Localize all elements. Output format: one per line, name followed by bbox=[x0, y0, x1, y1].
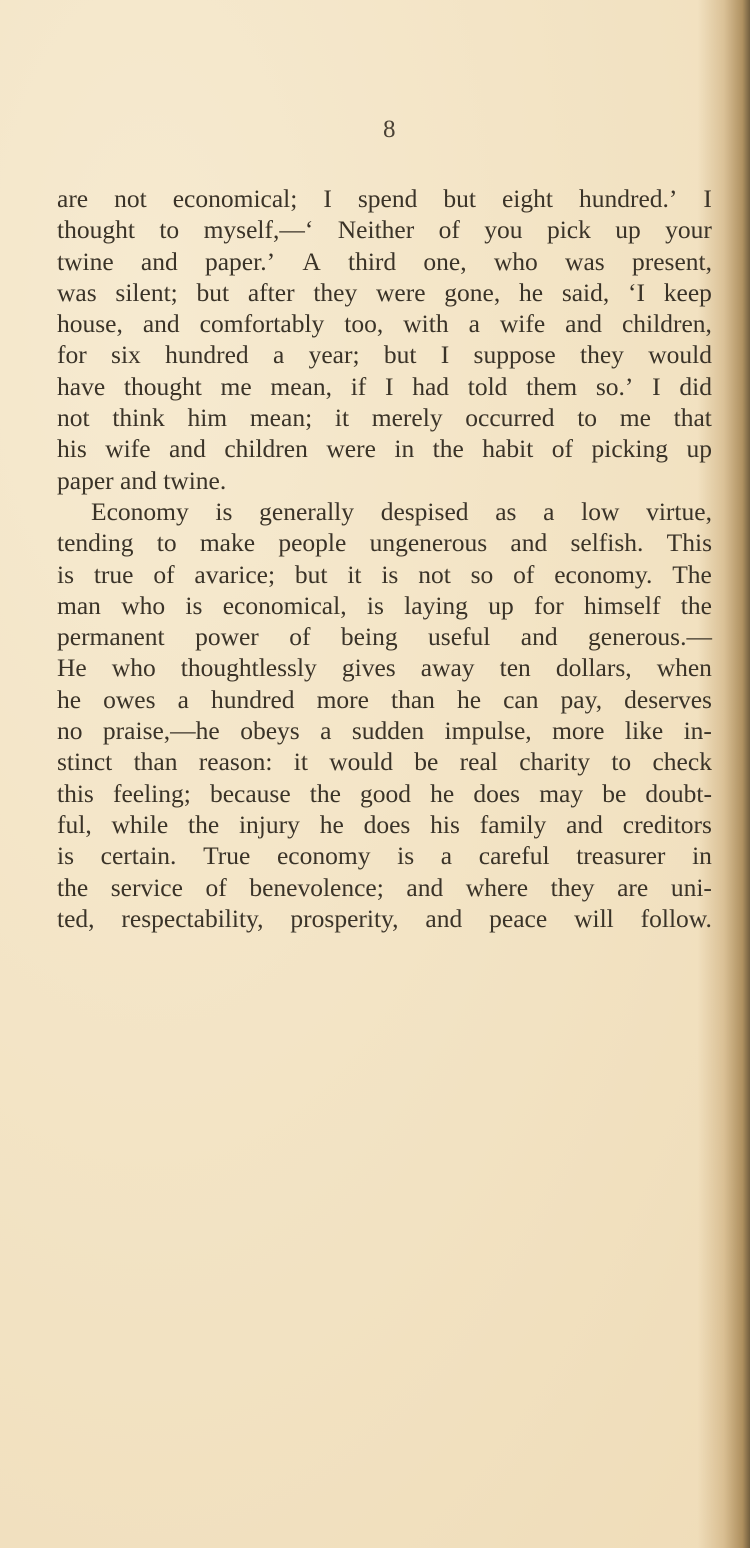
word: tending bbox=[57, 528, 134, 558]
word: than bbox=[133, 747, 178, 777]
text-line bbox=[57, 371, 712, 402]
word: the bbox=[680, 590, 712, 620]
word: me bbox=[220, 371, 252, 401]
word: selfish. bbox=[570, 528, 644, 558]
word: This bbox=[666, 528, 712, 558]
word: prosperity, bbox=[290, 903, 399, 933]
word: may bbox=[539, 778, 584, 808]
word: and bbox=[142, 309, 180, 339]
word: suppose bbox=[473, 340, 556, 370]
word: mean, bbox=[270, 371, 332, 401]
word: mean; bbox=[249, 403, 313, 433]
text-line bbox=[57, 778, 712, 809]
word: me bbox=[619, 403, 651, 433]
word: and bbox=[520, 622, 558, 652]
word: up bbox=[686, 434, 712, 464]
text-line bbox=[57, 339, 712, 370]
word: were bbox=[326, 434, 376, 464]
word: good bbox=[360, 778, 412, 808]
word: because bbox=[209, 778, 291, 808]
word: he bbox=[57, 684, 82, 714]
word: up bbox=[488, 590, 514, 620]
word: of bbox=[513, 559, 535, 589]
word: said, bbox=[561, 277, 610, 307]
word: respectability, bbox=[121, 903, 264, 933]
word: does bbox=[363, 809, 411, 839]
word: injury bbox=[238, 809, 300, 839]
text-line bbox=[57, 684, 712, 715]
text-line bbox=[57, 214, 712, 245]
word: a bbox=[320, 716, 332, 746]
word: a bbox=[543, 496, 555, 526]
word: wife bbox=[105, 434, 151, 464]
word: told bbox=[467, 371, 508, 401]
word: paper.’ bbox=[204, 246, 276, 276]
word: than bbox=[391, 684, 435, 714]
word: is bbox=[57, 559, 75, 589]
word: as bbox=[495, 496, 517, 526]
word: six bbox=[111, 340, 141, 370]
word: Economy bbox=[91, 496, 189, 526]
word: ‘I bbox=[628, 277, 645, 307]
word: and bbox=[140, 246, 178, 276]
word: was bbox=[565, 246, 605, 276]
word: of bbox=[438, 215, 460, 245]
word: of bbox=[153, 559, 175, 589]
word: creditors bbox=[622, 809, 712, 839]
word: and bbox=[425, 903, 463, 933]
word: his bbox=[57, 434, 87, 464]
word: twine bbox=[57, 246, 114, 276]
word: and bbox=[510, 528, 548, 558]
word: can bbox=[503, 684, 539, 714]
text-line bbox=[57, 527, 712, 558]
text-line bbox=[57, 559, 712, 590]
word: economical, bbox=[222, 590, 347, 620]
word: if bbox=[350, 371, 367, 401]
word: wife bbox=[499, 309, 546, 339]
word: away bbox=[420, 653, 475, 683]
word: more bbox=[316, 684, 369, 714]
word: pay, bbox=[560, 684, 603, 714]
text-line bbox=[57, 652, 712, 683]
word: deserves bbox=[624, 684, 712, 714]
word: hundred bbox=[210, 684, 295, 714]
word: A bbox=[302, 246, 321, 276]
word: would bbox=[329, 747, 393, 777]
word: it bbox=[293, 747, 308, 777]
text-line bbox=[57, 590, 712, 621]
word: of bbox=[205, 872, 227, 902]
word: to bbox=[611, 747, 632, 777]
word: thoughtlessly bbox=[180, 653, 317, 683]
word: I bbox=[652, 371, 661, 401]
word: up bbox=[615, 215, 641, 245]
text-line bbox=[57, 246, 712, 277]
word: you bbox=[484, 215, 523, 245]
word: they bbox=[313, 277, 358, 307]
word: himself bbox=[584, 590, 661, 620]
word: despised bbox=[380, 496, 469, 526]
word: economy bbox=[276, 841, 371, 871]
word: to bbox=[577, 403, 598, 433]
word: that bbox=[673, 403, 712, 433]
word: year; bbox=[308, 340, 360, 370]
word: think bbox=[112, 403, 165, 433]
word: virtue, bbox=[646, 496, 712, 526]
word: Neither bbox=[337, 215, 415, 245]
word: charity bbox=[519, 747, 591, 777]
word: after bbox=[247, 277, 295, 307]
word: a bbox=[468, 309, 480, 339]
word: children bbox=[224, 434, 308, 464]
text-line bbox=[57, 903, 712, 934]
word: certain. bbox=[100, 841, 177, 871]
text-line bbox=[57, 433, 712, 464]
word: hundred bbox=[165, 340, 249, 370]
word: is bbox=[57, 841, 75, 871]
word: but bbox=[294, 559, 328, 589]
text-line bbox=[57, 809, 712, 840]
word: it bbox=[334, 403, 350, 433]
word: myself,—‘ bbox=[203, 215, 314, 245]
word: present, bbox=[631, 246, 712, 276]
word: no bbox=[57, 716, 83, 746]
word: so.’ bbox=[595, 371, 634, 401]
word: permanent bbox=[57, 622, 165, 652]
word: I bbox=[385, 371, 394, 401]
word: was bbox=[57, 277, 97, 307]
word: dollars, bbox=[555, 653, 632, 683]
text-line: paper and twine. bbox=[57, 465, 227, 495]
word: treasurer bbox=[576, 841, 666, 871]
word: generous.— bbox=[588, 622, 712, 652]
word: he bbox=[518, 277, 544, 307]
word: they bbox=[580, 340, 624, 370]
word: sudden bbox=[351, 716, 425, 746]
word: being bbox=[340, 622, 398, 652]
text-line bbox=[57, 715, 712, 746]
word: had bbox=[412, 371, 450, 401]
word: children, bbox=[621, 309, 712, 339]
word: his bbox=[430, 809, 460, 839]
word: but bbox=[196, 277, 230, 307]
word: but bbox=[383, 340, 417, 370]
word: of bbox=[551, 434, 574, 464]
word: is bbox=[366, 590, 384, 620]
word: make bbox=[199, 528, 256, 558]
word: this bbox=[57, 778, 94, 808]
text-line bbox=[57, 872, 712, 903]
word: and bbox=[565, 309, 602, 339]
word: he bbox=[319, 809, 344, 839]
word: one, bbox=[423, 246, 467, 276]
word: in bbox=[692, 841, 712, 871]
word: silent; bbox=[115, 277, 178, 307]
word: the bbox=[57, 872, 89, 902]
word: careful bbox=[478, 841, 550, 871]
word: habit bbox=[482, 434, 534, 464]
word: not bbox=[418, 559, 451, 589]
word: they bbox=[550, 872, 595, 902]
word: to bbox=[159, 215, 180, 245]
word: praise,—he bbox=[102, 716, 220, 746]
word: avarice; bbox=[194, 559, 276, 589]
word: pick bbox=[546, 215, 591, 245]
word: picking bbox=[591, 434, 668, 464]
word: the bbox=[432, 434, 464, 464]
word: be bbox=[602, 778, 627, 808]
word: I bbox=[323, 184, 332, 213]
word: third bbox=[348, 246, 397, 276]
word: ful, bbox=[57, 809, 92, 839]
word: thought bbox=[57, 215, 135, 245]
page-number: 8 bbox=[383, 116, 396, 143]
word: who bbox=[493, 246, 538, 276]
word: the bbox=[309, 778, 341, 808]
word: gone, bbox=[444, 277, 501, 307]
word: people bbox=[278, 528, 347, 558]
word: obeys bbox=[240, 716, 300, 746]
text-line bbox=[57, 402, 712, 433]
word: while bbox=[111, 809, 169, 839]
word: is bbox=[185, 590, 203, 620]
word: I bbox=[440, 340, 450, 370]
text-line bbox=[57, 496, 712, 527]
word: ungenerous bbox=[369, 528, 488, 558]
word: not bbox=[114, 184, 147, 213]
word: reason: bbox=[198, 747, 273, 777]
word: too, bbox=[344, 309, 384, 339]
word: merely bbox=[371, 403, 443, 433]
word: them bbox=[526, 371, 578, 401]
word: useful bbox=[428, 622, 491, 652]
text-line bbox=[57, 621, 712, 652]
word: The bbox=[672, 559, 712, 589]
word: are bbox=[57, 184, 89, 213]
word: does bbox=[473, 778, 521, 808]
word: doubt- bbox=[645, 778, 712, 808]
word: who bbox=[121, 590, 166, 620]
word: thought bbox=[123, 371, 202, 401]
word: uni- bbox=[670, 872, 712, 902]
text-line bbox=[57, 308, 712, 339]
word: it bbox=[347, 559, 362, 589]
word: eight bbox=[501, 184, 553, 213]
word: have bbox=[57, 371, 106, 401]
word: so bbox=[470, 559, 494, 589]
word: stinct bbox=[57, 747, 113, 777]
word: occurred bbox=[465, 403, 555, 433]
word: a bbox=[440, 841, 453, 871]
word: I bbox=[703, 184, 712, 213]
word: not bbox=[57, 403, 90, 433]
word: true bbox=[93, 559, 134, 589]
word: be bbox=[414, 747, 439, 777]
word: ten bbox=[499, 653, 531, 683]
word: a bbox=[177, 684, 189, 714]
word: keep bbox=[663, 277, 712, 307]
word: and bbox=[566, 809, 603, 839]
word: where bbox=[465, 872, 529, 902]
word: were bbox=[375, 277, 426, 307]
word: will bbox=[574, 903, 614, 933]
word: would bbox=[648, 340, 712, 370]
word: laying bbox=[404, 590, 468, 620]
word: benevolence; bbox=[249, 872, 384, 902]
word: power bbox=[195, 622, 259, 652]
word: house, bbox=[57, 309, 123, 339]
word: comfortably bbox=[199, 309, 325, 339]
word: in- bbox=[683, 716, 712, 746]
word: to bbox=[156, 528, 177, 558]
word: is bbox=[397, 841, 415, 871]
word: who bbox=[111, 653, 156, 683]
word: of bbox=[289, 622, 311, 652]
word: low bbox=[581, 496, 620, 526]
word: for bbox=[533, 590, 564, 620]
word: he bbox=[430, 778, 455, 808]
word: family bbox=[479, 809, 547, 839]
word: him bbox=[187, 403, 228, 433]
word: with bbox=[403, 309, 449, 339]
word: is bbox=[215, 496, 233, 526]
word: owes bbox=[103, 684, 156, 714]
word: did bbox=[679, 371, 712, 401]
word: are bbox=[617, 872, 649, 902]
word: check bbox=[652, 747, 712, 777]
word: the bbox=[187, 809, 220, 839]
text-line bbox=[57, 840, 712, 871]
word: he bbox=[456, 684, 482, 714]
body-text bbox=[57, 183, 712, 934]
word: like bbox=[624, 716, 664, 746]
word: for bbox=[57, 340, 87, 370]
text-line bbox=[57, 277, 712, 308]
word: in bbox=[394, 434, 415, 464]
word: generally bbox=[259, 496, 354, 526]
word: more bbox=[552, 716, 605, 746]
word: follow. bbox=[640, 903, 712, 933]
word: impulse, bbox=[444, 716, 532, 746]
word: True bbox=[203, 841, 251, 871]
word: real bbox=[459, 747, 498, 777]
word: feeling; bbox=[112, 778, 191, 808]
word: and bbox=[169, 434, 206, 464]
text-line bbox=[57, 183, 712, 214]
word: economy. bbox=[554, 559, 653, 589]
word: but bbox=[443, 184, 476, 213]
word: gives bbox=[341, 653, 396, 683]
word: ted, bbox=[57, 903, 95, 933]
word: is bbox=[381, 559, 399, 589]
word: service bbox=[110, 872, 183, 902]
word: man bbox=[57, 590, 101, 620]
text-line bbox=[57, 746, 712, 777]
word: your bbox=[665, 215, 712, 245]
word: economical; bbox=[172, 184, 298, 213]
word: and bbox=[406, 872, 444, 902]
word: hundred.’ bbox=[578, 184, 678, 213]
word: spend bbox=[357, 184, 418, 213]
word: peace bbox=[489, 903, 548, 933]
word: a bbox=[272, 340, 285, 370]
word: when bbox=[656, 653, 712, 683]
word: He bbox=[57, 653, 87, 683]
